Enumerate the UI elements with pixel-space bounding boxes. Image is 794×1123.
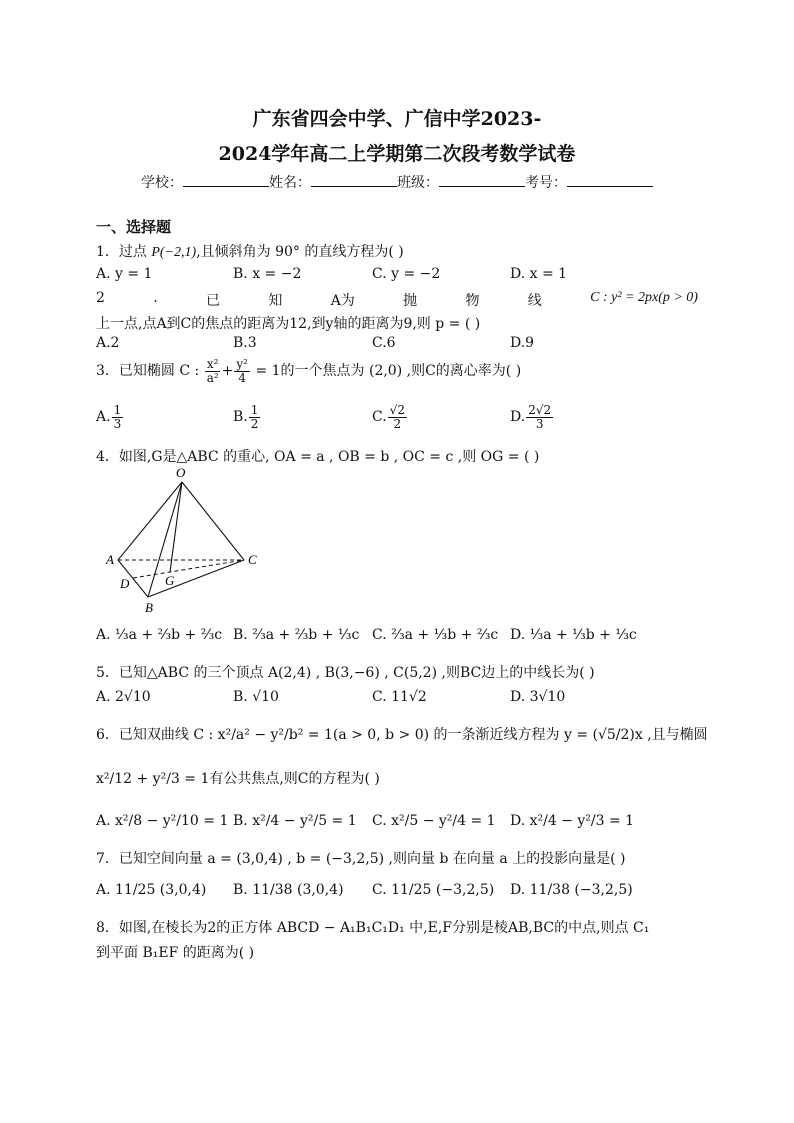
question-6-line2: x²/12 + y²/3 = 1有公共焦点,则C的方程为( ): [96, 771, 380, 787]
q3-option-b: B. $\frac{1}{2}$: [233, 403, 259, 431]
q1-point: P(−2,1): [151, 245, 197, 260]
q2-dot: .: [153, 290, 158, 306]
q2-option-a: A.2: [96, 335, 120, 351]
edge-bc: [148, 560, 244, 597]
q4-option-b: B. ⅔a + ⅔b + ⅓c: [233, 627, 360, 643]
q5-option-a: A. 2√10: [96, 689, 151, 705]
exam-title-line2: 2024学年高二上学期第二次段考数学试卷: [218, 143, 576, 165]
q2-number: 2: [96, 290, 105, 306]
q2-word-5: 物: [465, 293, 480, 309]
question-2-line2: 上一点,点A到C的焦点的距离为12,到y轴的距离为9,则 p = ( ): [96, 316, 481, 332]
q2-option-c: C.6: [372, 335, 396, 351]
q6-option-c: C. x²/5 − y²/4 = 1: [372, 813, 496, 829]
exam-no-blank: [567, 173, 653, 187]
q4-option-d: D. ⅓a + ⅓b + ⅓c: [510, 627, 637, 643]
median-cd: [133, 560, 244, 578]
exam-title-line1: 广东省四会中学、广信中学2023-: [252, 108, 542, 130]
edge-oa: [118, 482, 182, 560]
q3-stem-b: = 1的一个焦点为 (2,0) ,则C的离心率为( ): [255, 363, 522, 380]
exam-no-label: 考号：: [525, 175, 567, 191]
q1-option-d: D. x = 1: [510, 266, 568, 282]
q1-option-a: A. y = 1: [96, 266, 153, 282]
q1-option-c: C. y = −2: [372, 266, 441, 282]
q3-option-a: A. $\frac{1}{3}$: [96, 403, 122, 431]
q7-option-d: D. 11/38 (−3,2,5): [510, 882, 633, 898]
q1-stem-b: ,且倾斜角为 90° 的直线方程为( ): [196, 244, 404, 260]
question-7: 7．已知空间向量 a = (3,0,4) , b = (−3,2,5) ,则向量 b 在向量 a 上的投影向量是( ): [96, 851, 626, 867]
q7-option-b: B. 11/38 (3,0,4): [233, 882, 344, 898]
q5-option-d: D. 3√10: [510, 689, 566, 705]
q3-option-c: C. $\frac{√2}{2}$: [372, 403, 405, 431]
q3-option-d: D. $\frac{2√2}{3}$: [510, 403, 552, 431]
school-label: 学校：: [141, 175, 183, 191]
class-blank: [439, 173, 525, 187]
edge-oc: [182, 482, 244, 560]
q2-option-d: D.9: [510, 335, 535, 351]
segment-og: [170, 482, 182, 572]
q2-word-1: 已: [206, 293, 221, 309]
q2-word-3: A为: [330, 293, 355, 309]
q2-word-4: 抛: [403, 293, 418, 309]
q1-stem-a: 1．过点: [96, 244, 152, 260]
question-2-line1: [96, 290, 698, 310]
q1-option-b: B. x = −2: [233, 266, 302, 282]
name-blank: [311, 173, 397, 187]
name-label: 姓名：: [269, 175, 311, 191]
question-6-line1: 6．已知双曲线 C : x²/a² − y²/b² = 1(a > 0, b > 0) 的一条渐近线方程为 y = (√5/2)x ,且与椭圆: [96, 727, 708, 743]
label-d: D: [120, 576, 130, 591]
q2-curve: C : y² = 2px(p > 0): [590, 290, 698, 305]
label-c: C: [248, 552, 257, 567]
q7-option-c: C. 11/25 (−3,2,5): [372, 882, 495, 898]
label-g: G: [165, 573, 175, 588]
q3-fraction-x: $\frac{\text{x²}}{\text{a²}}$: [206, 357, 219, 385]
q2-word-6: 线: [527, 293, 542, 309]
question-8-line2: 到平面 B₁EF 的距离为( ): [96, 945, 255, 961]
class-label: 班级：: [397, 175, 439, 191]
q4-option-c: C. ⅔a + ⅓b + ⅔c: [372, 627, 499, 643]
question-8-line1: 8．如图,在棱长为2的正方体 ABCD − A₁B₁C₁D₁ 中,E,F分别是棱AB,BC的中点,则点 C₁: [96, 920, 650, 936]
label-a: A: [106, 552, 114, 567]
q6-option-b: B. x²/4 − y²/5 = 1: [233, 813, 357, 829]
label-o: O: [176, 465, 186, 480]
question-5: 5．已知△ABC 的三个顶点 A(2,4) , B(3,−6) , C(5,2) ,则BC边上的中线长为( ): [96, 665, 595, 681]
question-4: 4．如图,G是△ABC 的重心, OA = a , OB = b , OC = c ,则 OG = ( ): [96, 449, 540, 465]
q2-option-b: B.3: [233, 335, 257, 351]
section-heading: 一、选择题: [96, 218, 172, 236]
q4-option-a: A. ⅓a + ⅔b + ⅔c: [96, 627, 223, 643]
q5-option-b: B. √10: [233, 689, 279, 705]
q5-option-c: C. 11√2: [372, 689, 427, 705]
q6-option-a: A. x²/8 − y²/10 = 1: [96, 813, 229, 829]
q3-stem-a: 3．已知椭圆 C :: [96, 363, 200, 380]
school-blank: [183, 173, 269, 187]
q7-option-a: A. 11/25 (3,0,4): [96, 882, 207, 898]
q2-word-2: 知: [268, 293, 283, 309]
question-1: [96, 241, 404, 261]
question-3: 3．已知椭圆 C : $\frac{\text{x²}}{\text{a²}}$ + $\frac{\text{y²}}{4}$ = 1的一个焦点为 (2,0) ,则C的离心率为( ): [96, 357, 522, 385]
q6-option-d: D. x²/4 − y²/3 = 1: [510, 813, 635, 829]
student-info-line: [0, 172, 794, 192]
tetrahedron-figure: [104, 464, 269, 616]
label-b: B: [145, 600, 153, 615]
q3-fraction-y: $\frac{\text{y²}}{4}$: [236, 357, 248, 385]
